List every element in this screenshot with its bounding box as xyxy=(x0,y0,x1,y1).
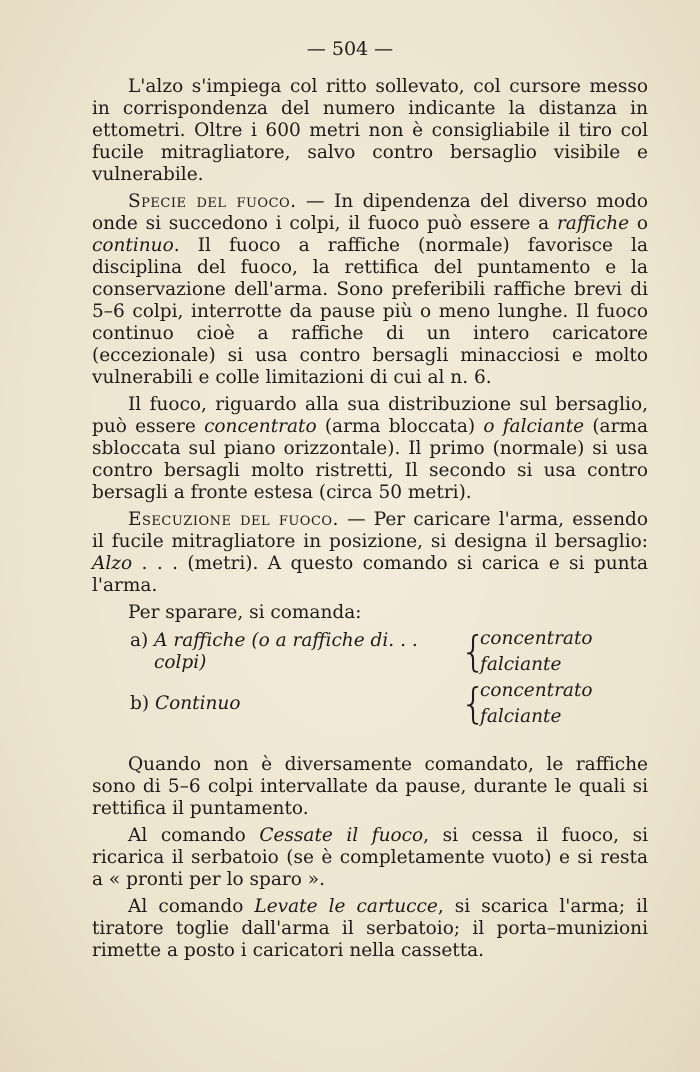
command-b: b) Continuo { concentrato falciante xyxy=(130,679,593,728)
section-heading-specie: Specie del fuoco. xyxy=(128,191,297,212)
paragraph-specie-del-fuoco: Specie del fuoco. — In dipendenza del diverso modo onde si succedono i colpi, il fuoco può essere a raffiche o continuo. Il fuoco a raffiche (normale) favorisce la disciplina del fuoco, la rettifica del puntamento e la conservazione dell'arma. Sono preferibili raffiche brevi di 5–6 colpi, interrotte da pause più o meno lunghe. Il fuoco continuo cioè a raffiche di un intero caricatore (eccezionale) si usa contro bersagli minacciosi e molto vulnerabili e colle limitazioni di cui al n. 6. xyxy=(92,191,648,388)
paragraph-esecuzione: Esecuzione del fuoco. — Per caricare l'arma, essendo il fucile mitragliatore in posizione, si designa il bersaglio: Alzo . . . (metri). A questo comando si carica e si punta l'arma. xyxy=(92,509,648,596)
brace-a: { xyxy=(460,627,487,676)
paragraph-alzo: L'alzo s'impiega col ritto sollevato, col cursore messo in corrispondenza del numero indicante la distanza in ettometri. Oltre i 600 metri non è consigliabile il tiro col fucile mitragliatore, salvo contro bersaglio visibile e vulnerabile. xyxy=(92,76,648,185)
paragraph-distribuzione: Il fuoco, riguardo alla sua distribuzione sul bersaglio, può essere concentrato (arma bloccata) o falciante (arma sbloccata sul piano orizzontale). Il primo (normale) si usa contro bersagli molto ristretti, Il secondo si usa contro bersagli a fronte estesa (circa 50 metri). xyxy=(92,394,648,503)
option-concentrato: concentrato xyxy=(480,680,593,701)
paragraph-per-sparare: Per sparare, si comanda: xyxy=(128,602,362,623)
option-falciante: falciante xyxy=(480,706,562,727)
brace-b: { xyxy=(460,679,487,728)
section-heading-esecuzione: Esecuzione del fuoco. xyxy=(128,509,339,530)
paragraph-levate: Al comando Levate le cartucce, si scarica l'arma; il tiratore toglie dall'arma il serbatoio; il porta–munizioni rimette a posto i caricatori nella cassetta. xyxy=(92,896,648,961)
option-concentrato: concentrato xyxy=(480,628,593,649)
paragraph-raffiche-default: Quando non è diversamente comandato, le raffiche sono di 5–6 colpi intervallate da pause, durante le quali si rettifica il puntamento. xyxy=(92,754,648,819)
page-number: — 504 — xyxy=(306,38,394,60)
command-a: a) A raffiche (o a raffiche di. . . colpi) { concentrato falciante xyxy=(130,627,593,676)
option-falciante: falciante xyxy=(480,654,562,675)
command-list xyxy=(130,626,648,730)
paragraph-cessate: Al comando Cessate il fuoco, si cessa il fuoco, si ricarica il serbatoio (se è completamente vuoto) e si resta a « pronti per lo sparo ». xyxy=(92,825,648,890)
page-body xyxy=(92,76,648,967)
